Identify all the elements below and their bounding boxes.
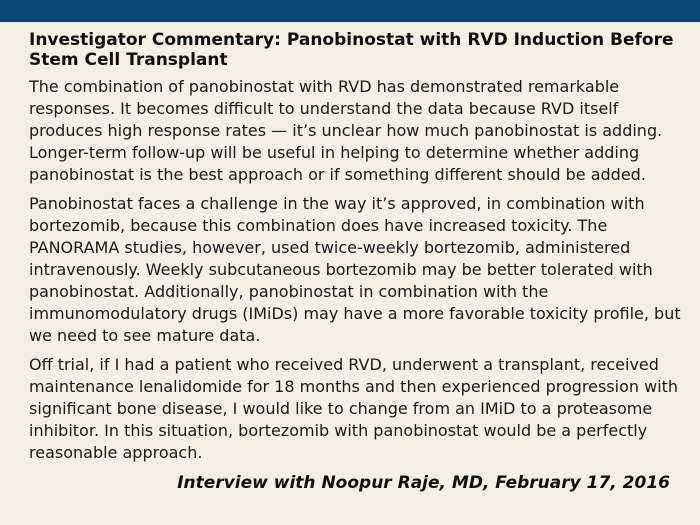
slide-content [29,30,684,471]
header-bar [0,0,700,22]
commentary-paragraph-3: Off trial, if I had a patient who received RVD, underwent a transplant, received maintenance lenalidomide for 18 months and then experienced progression with significant bone disease, I would like to change from an IMiD to a proteasome inhibitor. In this situation, bortezomib with panobinostat would be a perfectly reasonable approach. [29,355,679,462]
interview-citation: Interview with Noopur Raje, MD, February 17, 2016 [177,473,670,493]
commentary-paragraph-2: Panobinostat faces a challenge in the way it’s approved, in combination with bortezomib, because this combination does have increased toxicity. The PANORAMA studies, however, used twice-weekly bortezomib, administered intravenously. Weekly subcutaneous bortezomib may be better tolerated with panobinostat. Additionally, panobinostat in combination with the immunomodulatory drugs (IMiDs) may have a more favorable toxicity profile, but we need to see mature data. [29,194,681,345]
slide-title: Investigator Commentary: Panobinostat with RVD Induction Before Stem Cell Transplant [29,30,674,70]
commentary-paragraph-1: The combination of panobinostat with RVD has demonstrated remarkable responses. It becomes difficult to understand the data because RVD itself produces high response rates — it’s unclear how much panobinostat is adding. Longer-term follow-up will be useful in helping to determine whether adding panobinostat is the best approach or if something different should be added. [29,77,663,184]
